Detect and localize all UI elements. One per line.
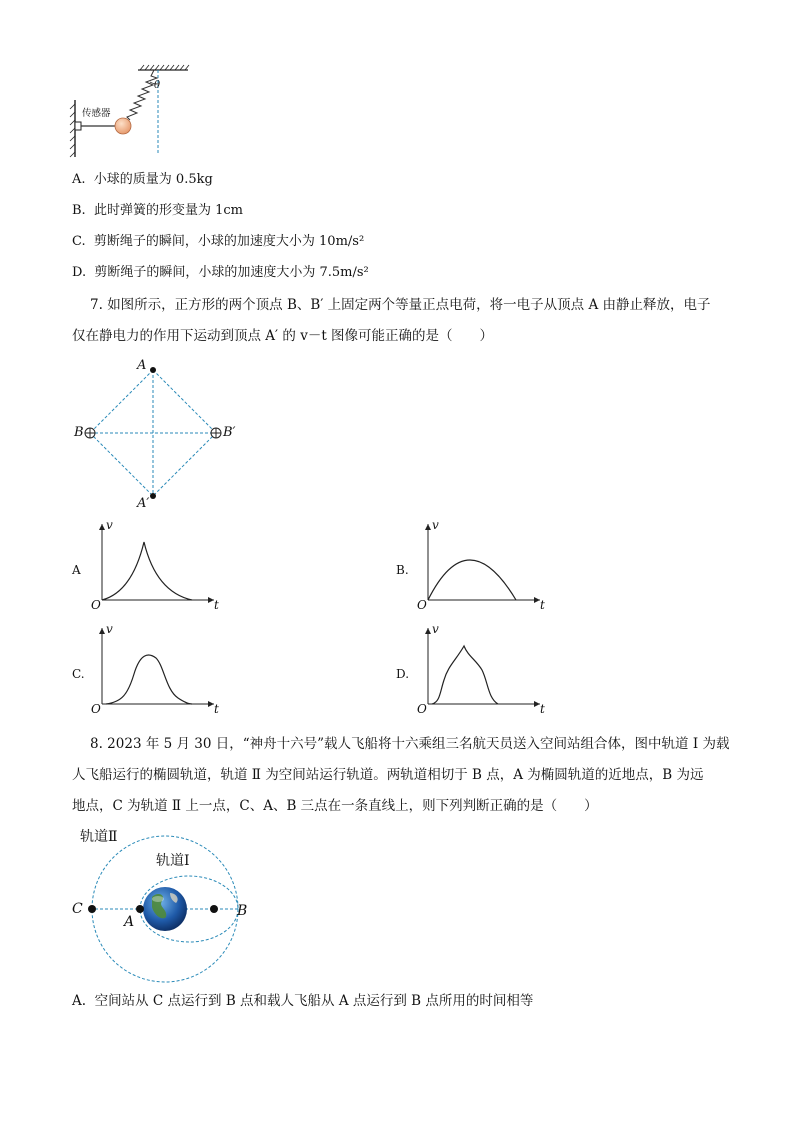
graph-d-letter: D. xyxy=(396,667,410,681)
graph-d-origin: O xyxy=(417,702,427,716)
point-a xyxy=(150,367,156,373)
point-b-orbit xyxy=(210,905,218,913)
point-a-prime xyxy=(150,493,156,499)
q7-stem-line2: 仅在静电力的作用下运动到顶点 A′ 的 v－t 图像可能正确的是（ ） xyxy=(72,328,494,344)
graph-b-v-label: v xyxy=(432,518,439,532)
graph-a-origin: O xyxy=(91,598,101,612)
label-b: B xyxy=(74,425,84,440)
orbit-1-label: 轨道Ⅰ xyxy=(156,853,190,869)
q6-option-b: B. 此时弹簧的形变量为 1cm xyxy=(72,203,243,218)
q6-option-a: A. 小球的质量为 0.5kg xyxy=(72,172,213,187)
graph-b-origin: O xyxy=(417,598,427,612)
q8-stem-line2: 人飞船运行的椭圆轨道，轨道 Ⅱ 为空间站运行轨道。两轨道相切于 B 点，A 为椭圆轨道的近地点，B 为远 xyxy=(72,767,704,783)
graph-b-t-label: t xyxy=(540,598,545,612)
label-a-orbit: A xyxy=(124,914,135,930)
graph-b xyxy=(418,520,548,610)
q8-stem-line3: 地点，C 为轨道 Ⅱ 上一点，C、A、B 三点在一条直线上，则下列判断正确的是（ ） xyxy=(72,798,598,814)
q8-option-a: A. 空间站从 C 点运行到 B 点和载人飞船从 A 点运行到 B 点所用的时间相等 xyxy=(72,993,534,1009)
graph-c-letter: C. xyxy=(72,667,85,681)
orbit-2-label: 轨道Ⅱ xyxy=(80,829,118,845)
graph-a-letter: A xyxy=(72,563,81,577)
graph-a-v-label: v xyxy=(106,518,113,532)
graph-c-origin: O xyxy=(91,702,101,716)
ball xyxy=(115,118,131,134)
theta-label: θ xyxy=(154,80,161,91)
q7-stem-line1: 7. 如图所示，正方形的两个顶点 B、B′ 上固定两个等量正点电荷，将一电子从顶点 A 由静止释放，电子 xyxy=(90,297,711,313)
graph-d-t-label: t xyxy=(540,702,545,716)
graph-a xyxy=(92,520,222,610)
label-b-prime: B′ xyxy=(223,425,236,440)
point-a-orbit xyxy=(136,905,144,913)
graph-d-v-label: v xyxy=(432,622,439,636)
graph-d xyxy=(418,624,548,714)
graph-b-letter: B. xyxy=(396,563,409,577)
sensor-label: 传感器 xyxy=(82,108,111,119)
q6-option-d: D. 剪断绳子的瞬间，小球的加速度大小为 7.5m/s² xyxy=(72,265,369,280)
q8-stem-line1: 8. 2023 年 5 月 30 日，“神舟十六号”载人飞船将十六乘组三名航天员送入空间站组合体，图中轨道 Ⅰ 为载 xyxy=(90,736,730,752)
q6-option-c: C. 剪断绳子的瞬间，小球的加速度大小为 10m/s² xyxy=(72,234,365,249)
charge-b xyxy=(85,428,95,438)
label-a-prime: A′ xyxy=(137,496,150,511)
graph-a-t-label: t xyxy=(214,598,219,612)
point-c xyxy=(88,905,96,913)
label-b-orbit: B xyxy=(237,903,248,919)
graph-c xyxy=(92,624,222,714)
label-c: C xyxy=(72,901,83,917)
graph-c-v-label: v xyxy=(106,622,113,636)
graph-c-t-label: t xyxy=(214,702,219,716)
earth xyxy=(143,887,187,931)
label-a: A xyxy=(137,358,147,373)
charge-b-prime xyxy=(211,428,221,438)
